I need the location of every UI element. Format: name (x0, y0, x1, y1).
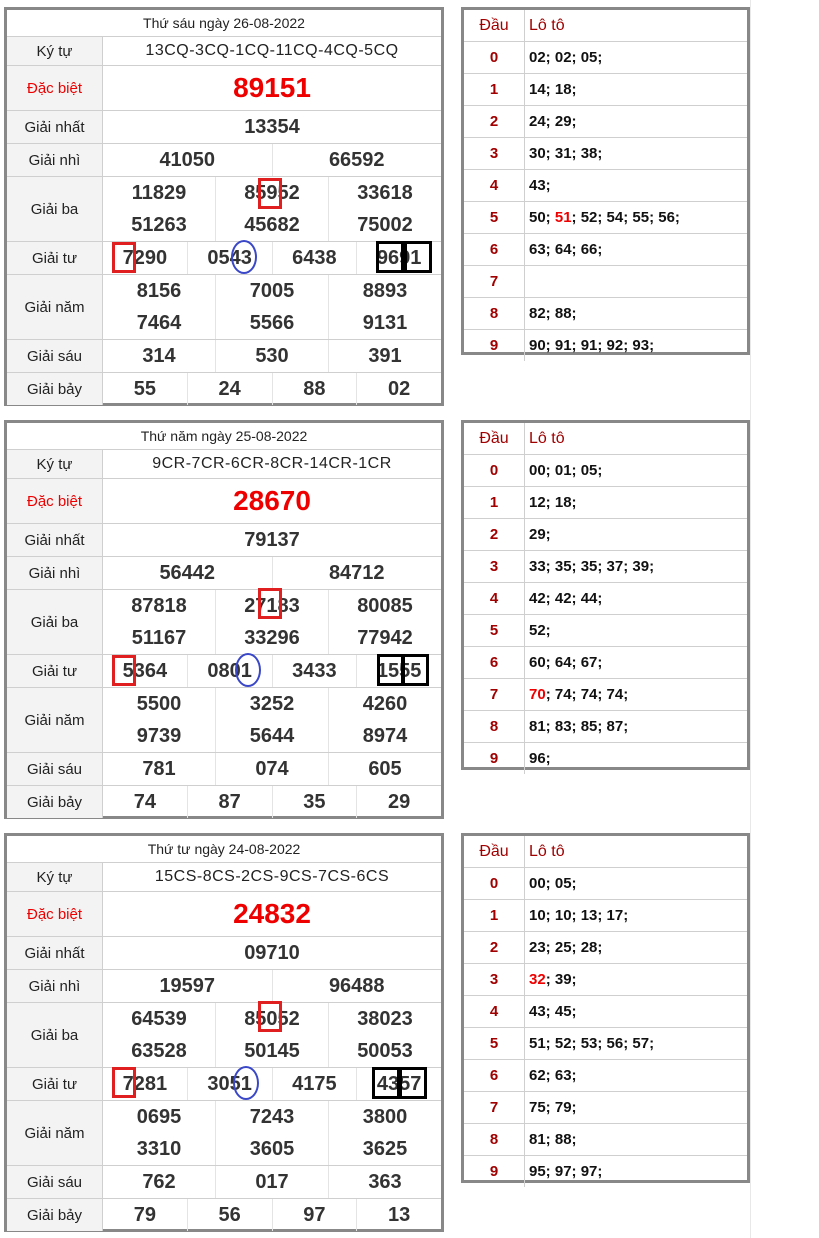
loto-head-digit: 2 (464, 106, 525, 137)
third-prize-value: 63528 (103, 1035, 216, 1067)
label-giai-nhat: Giải nhất (7, 524, 103, 556)
ky-tu-value: 15CS-8CS-2CS-9CS-7CS-6CS (154, 868, 390, 885)
row-giai-nam (7, 688, 441, 753)
label-giai-nam: Giải năm (7, 688, 103, 752)
fifth-prize-value: 7243 (216, 1101, 329, 1133)
second-prize-value: 41050 (103, 144, 273, 176)
loto-values: 51; 52; 53; 56; 57; (529, 1035, 655, 1052)
loto-head-digit: 6 (464, 647, 525, 678)
label-giai-nam: Giải năm (7, 1101, 103, 1165)
loto-row (464, 1028, 747, 1060)
ky-tu-value: 9CR-7CR-6CR-8CR-14CR-1CR (152, 455, 392, 472)
second-prize-value: 84712 (328, 561, 385, 584)
label-giai-bay: Giải bảy (7, 786, 103, 818)
second-prize-value: 56442 (103, 557, 273, 589)
label-giai-bay: Giải bảy (7, 373, 103, 405)
sixth-prize-value: 314 (103, 340, 216, 372)
sixth-prize-value: 605 (368, 757, 402, 780)
loto-values: 70 ; 74; 74; 74; (529, 686, 629, 703)
label-ky-tu: Ký tự (7, 863, 103, 891)
row-ky-tu (7, 450, 441, 479)
row-dac-biet (7, 479, 441, 524)
fifth-prize-value: 3310 (103, 1133, 216, 1165)
seventh-prize-value: 35 (273, 786, 358, 818)
fifth-prize-value: 0695 (103, 1101, 216, 1133)
special-prize-value: 28670 (233, 485, 311, 516)
row-giai-nhat (7, 111, 441, 144)
blue-highlight-circle (235, 653, 261, 687)
loto-row (464, 138, 747, 170)
loto-row (464, 583, 747, 615)
loto-row (464, 1060, 747, 1092)
loto-head-digit: 3 (464, 138, 525, 169)
label-giai-ba: Giải ba (7, 177, 103, 241)
black-highlight-box (372, 1067, 400, 1099)
header-dau: Đầu (464, 10, 525, 41)
third-prize-value: 64539 (103, 1003, 216, 1035)
row-giai-ba (7, 590, 441, 655)
loto-head-digit: 9 (464, 1156, 525, 1187)
label-giai-tu: Giải tư (7, 242, 103, 274)
loto-head-digit: 7 (464, 679, 525, 710)
seventh-prize-value: 29 (388, 790, 411, 813)
loto-row (464, 519, 747, 551)
loto-head-digit: 1 (464, 900, 525, 931)
black-highlight-box (399, 1067, 427, 1099)
loto-row (464, 996, 747, 1028)
result-table-2 (4, 833, 444, 1232)
sixth-prize-value: 781 (103, 753, 216, 785)
third-prize-value: 38023 (357, 1007, 413, 1030)
loto-row (464, 170, 747, 202)
fifth-prize-value: 3252 (216, 688, 329, 720)
fifth-prize-value: 5566 (216, 307, 329, 339)
third-prize-value: 87818 (103, 590, 216, 622)
red-highlight-box (258, 1001, 282, 1032)
loto-head-digit: 7 (464, 1092, 525, 1123)
loto-head-digit: 6 (464, 1060, 525, 1091)
label-giai-bay: Giải bảy (7, 1199, 103, 1231)
header-dau: Đầu (464, 423, 525, 454)
loto-row (464, 1156, 747, 1187)
loto-values (525, 266, 747, 297)
loto-head-digit: 8 (464, 711, 525, 742)
blue-highlight-circle (231, 240, 257, 274)
third-prize-value: 50145 (216, 1035, 329, 1067)
loto-values: 02; 02; 05; (529, 49, 603, 66)
loto-head-digit: 6 (464, 234, 525, 265)
sixth-prize-value: 530 (216, 340, 329, 372)
seventh-prize-value: 74 (103, 786, 188, 818)
loto-row (464, 298, 747, 330)
loto-head-digit: 7 (464, 266, 525, 297)
seventh-prize-value: 24 (188, 373, 273, 405)
loto-values: 95; 97; 97; (529, 1163, 603, 1180)
fourth-prize-value: 3051 (188, 1068, 273, 1100)
result-table-0 (4, 7, 444, 406)
row-giai-nam (7, 1101, 441, 1166)
fourth-prize-value: 1555 (376, 659, 422, 682)
loto-values: 42; 42; 44; (529, 590, 603, 607)
loto-row (464, 455, 747, 487)
loto-values: 29; (529, 526, 551, 543)
red-highlight-box (112, 1067, 136, 1098)
loto-head-digit: 4 (464, 996, 525, 1027)
first-prize-value: 79137 (244, 528, 300, 551)
label-giai-tu: Giải tư (7, 1068, 103, 1100)
label-giai-ba: Giải ba (7, 590, 103, 654)
third-prize-value: 80085 (357, 594, 413, 617)
loto-values: 90; 91; 91; 92; 93; (529, 337, 655, 354)
loto-head-digit: 3 (464, 551, 525, 582)
loto-values: 10; 10; 13; 17; (529, 907, 629, 924)
label-giai-sau: Giải sáu (7, 340, 103, 372)
fifth-prize-value: 3625 (362, 1137, 408, 1160)
fifth-prize-value: 5644 (216, 720, 329, 752)
seventh-prize-value: 55 (103, 373, 188, 405)
fifth-prize-value: 8893 (362, 279, 408, 302)
first-prize-value: 09710 (244, 941, 300, 964)
fourth-prize-value: 0801 (188, 655, 273, 687)
loto-head-digit: 1 (464, 74, 525, 105)
loto-head-digit: 0 (464, 455, 525, 486)
loto-values: 00; 05; (529, 875, 577, 892)
third-prize-value: 33296 (216, 622, 329, 654)
black-highlight-box (401, 654, 429, 686)
loto-values: 60; 64; 67; (529, 654, 603, 671)
label-giai-ba: Giải ba (7, 1003, 103, 1067)
red-highlight-box (258, 178, 282, 209)
loto-row (464, 964, 747, 996)
sixth-prize-value: 762 (103, 1166, 216, 1198)
loto-row (464, 868, 747, 900)
loto-row (464, 330, 747, 361)
loto-values: 00; 01; 05; (529, 462, 603, 479)
fourth-prize-value: 7290 (103, 242, 188, 274)
black-highlight-box (376, 241, 404, 273)
red-highlight-box (112, 655, 136, 686)
label-dac-biet: Đặc biệt (7, 66, 103, 110)
fifth-prize-value: 3605 (216, 1133, 329, 1165)
loto-head-digit: 5 (464, 202, 525, 233)
loto-values: 12; 18; (529, 494, 577, 511)
seventh-prize-value: 97 (273, 1199, 358, 1231)
row-giai-tu (7, 655, 441, 688)
loto-head-digit: 2 (464, 932, 525, 963)
loto-row (464, 1092, 747, 1124)
label-dac-biet: Đặc biệt (7, 892, 103, 936)
first-prize-value: 13354 (244, 115, 300, 138)
row-giai-ba (7, 1003, 441, 1068)
row-giai-bay (7, 786, 441, 818)
header-loto: Lô tô (529, 842, 565, 860)
red-highlight-box (258, 588, 282, 619)
fourth-prize-value: 5364 (103, 655, 188, 687)
label-dac-biet: Đặc biệt (7, 479, 103, 523)
row-giai-ba (7, 177, 441, 242)
fifth-prize-value: 7464 (103, 307, 216, 339)
label-giai-nhat: Giải nhất (7, 111, 103, 143)
row-giai-nhi (7, 144, 441, 177)
loto-row (464, 202, 747, 234)
special-prize-value: 89151 (233, 72, 311, 103)
loto-values: 14; 18; (529, 81, 577, 98)
blue-highlight-circle (233, 1066, 259, 1100)
seventh-prize-value: 87 (188, 786, 273, 818)
loto-row (464, 74, 747, 106)
fifth-prize-value: 9131 (362, 311, 408, 334)
loto-head-digit: 2 (464, 519, 525, 550)
label-ky-tu: Ký tự (7, 450, 103, 478)
fifth-prize-value: 9739 (103, 720, 216, 752)
fourth-prize-value: 6438 (273, 242, 358, 274)
black-highlight-box (404, 241, 432, 273)
loto-head-digit: 8 (464, 298, 525, 329)
red-highlight-box (112, 242, 136, 273)
loto-head-digit: 3 (464, 964, 525, 995)
draw-date-title: Thứ tư ngày 24-08-2022 (7, 836, 441, 863)
loto-head-digit: 5 (464, 1028, 525, 1059)
label-giai-sau: Giải sáu (7, 1166, 103, 1198)
loto-head-digit: 4 (464, 170, 525, 201)
third-prize-value: 51167 (103, 622, 216, 654)
fifth-prize-value: 5500 (103, 688, 216, 720)
row-dac-biet (7, 892, 441, 937)
ky-tu-value: 13CQ-3CQ-1CQ-11CQ-4CQ-5CQ (145, 42, 399, 59)
loto-row (464, 487, 747, 519)
loto-values: 82; 88; (529, 305, 577, 322)
loto-values: 50; 51 ; 52; 54; 55; 56; (529, 209, 680, 226)
label-giai-nhi: Giải nhì (7, 970, 103, 1002)
loto-row (464, 266, 747, 298)
loto-row (464, 900, 747, 932)
loto-values: 43; 45; (529, 1003, 577, 1020)
seventh-prize-value: 88 (273, 373, 358, 405)
label-giai-nhi: Giải nhì (7, 144, 103, 176)
loto-row (464, 679, 747, 711)
loto-row (464, 234, 747, 266)
row-ky-tu (7, 37, 441, 66)
fifth-prize-value: 4260 (362, 692, 408, 715)
row-giai-sau (7, 1166, 441, 1199)
loto-head-digit: 0 (464, 868, 525, 899)
loto-head-digit: 0 (464, 42, 525, 73)
third-prize-value: 33618 (357, 181, 413, 204)
label-ky-tu: Ký tự (7, 37, 103, 65)
third-prize-value: 45682 (216, 209, 329, 241)
loto-table-0 (461, 7, 750, 355)
loto-head-digit: 8 (464, 1124, 525, 1155)
loto-values: 33; 35; 35; 37; 39; (529, 558, 655, 575)
row-giai-sau (7, 753, 441, 786)
row-giai-sau (7, 340, 441, 373)
row-giai-nhat (7, 937, 441, 970)
fourth-prize-value: 4175 (273, 1068, 358, 1100)
draw-date-title: Thứ sáu ngày 26-08-2022 (7, 10, 441, 37)
third-prize-value: 11829 (103, 177, 216, 209)
sixth-prize-value: 391 (368, 344, 402, 367)
loto-row (464, 711, 747, 743)
loto-values: 30; 31; 38; (529, 145, 603, 162)
loto-values: 63; 64; 66; (529, 241, 603, 258)
loto-values: 43; (529, 177, 551, 194)
label-giai-nhat: Giải nhất (7, 937, 103, 969)
loto-row (464, 42, 747, 74)
loto-values: 75; 79; (529, 1099, 577, 1116)
page-divider (750, 0, 751, 1238)
seventh-prize-value: 56 (188, 1199, 273, 1231)
loto-row (464, 743, 747, 774)
sixth-prize-value: 074 (216, 753, 329, 785)
second-prize-value: 96488 (328, 974, 385, 997)
label-giai-nhi: Giải nhì (7, 557, 103, 589)
fourth-prize-value: 7281 (103, 1068, 188, 1100)
fifth-prize-value: 3800 (362, 1105, 408, 1128)
loto-row (464, 1124, 747, 1156)
loto-values: 81; 88; (529, 1131, 577, 1148)
row-ky-tu (7, 863, 441, 892)
row-giai-nhi (7, 970, 441, 1003)
loto-values: 96; (529, 750, 551, 767)
third-prize-value: 27183 (216, 590, 329, 622)
second-prize-value: 19597 (103, 970, 273, 1002)
third-prize-value: 85952 (216, 177, 329, 209)
draw-date-title: Thứ năm ngày 25-08-2022 (7, 423, 441, 450)
label-giai-sau: Giải sáu (7, 753, 103, 785)
loto-table-1 (461, 420, 750, 770)
seventh-prize-value: 02 (388, 377, 411, 400)
third-prize-value: 75002 (357, 213, 413, 236)
sixth-prize-value: 017 (216, 1166, 329, 1198)
row-giai-nhat (7, 524, 441, 557)
header-loto: Lô tô (529, 16, 565, 34)
special-prize-value: 24832 (233, 898, 311, 929)
loto-values: 24; 29; (529, 113, 577, 130)
loto-values: 23; 25; 28; (529, 939, 603, 956)
loto-row (464, 615, 747, 647)
loto-head-digit: 1 (464, 487, 525, 518)
fourth-prize-value: 0543 (188, 242, 273, 274)
third-prize-value: 85052 (216, 1003, 329, 1035)
third-prize-value: 50053 (357, 1039, 413, 1062)
loto-row (464, 106, 747, 138)
header-loto: Lô tô (529, 429, 565, 447)
loto-values: 62; 63; (529, 1067, 577, 1084)
fourth-prize-value: 3433 (273, 655, 358, 687)
result-table-1 (4, 420, 444, 819)
seventh-prize-value: 79 (103, 1199, 188, 1231)
loto-head-digit: 4 (464, 583, 525, 614)
loto-values: 81; 83; 85; 87; (529, 718, 629, 735)
label-giai-nam: Giải năm (7, 275, 103, 339)
loto-values: 52; (529, 622, 551, 639)
header-dau: Đầu (464, 836, 525, 867)
loto-head-digit: 9 (464, 743, 525, 774)
fifth-prize-value: 8974 (362, 724, 408, 747)
loto-table-2 (461, 833, 750, 1183)
loto-row (464, 932, 747, 964)
fifth-prize-value: 7005 (216, 275, 329, 307)
second-prize-value: 66592 (328, 148, 385, 171)
loto-head-digit: 5 (464, 615, 525, 646)
row-giai-bay (7, 373, 441, 405)
fourth-prize-value: 9691 (376, 246, 422, 269)
sixth-prize-value: 363 (368, 1170, 402, 1193)
loto-values: 32 ; 39; (529, 971, 577, 988)
label-giai-tu: Giải tư (7, 655, 103, 687)
loto-row (464, 551, 747, 583)
third-prize-value: 51263 (103, 209, 216, 241)
fourth-prize-value: 4357 (376, 1072, 422, 1095)
third-prize-value: 77942 (357, 626, 413, 649)
row-giai-bay (7, 1199, 441, 1231)
row-dac-biet (7, 66, 441, 111)
loto-head-digit: 9 (464, 330, 525, 361)
seventh-prize-value: 13 (388, 1203, 411, 1226)
loto-row (464, 647, 747, 679)
row-giai-nhi (7, 557, 441, 590)
fifth-prize-value: 8156 (103, 275, 216, 307)
row-giai-nam (7, 275, 441, 340)
